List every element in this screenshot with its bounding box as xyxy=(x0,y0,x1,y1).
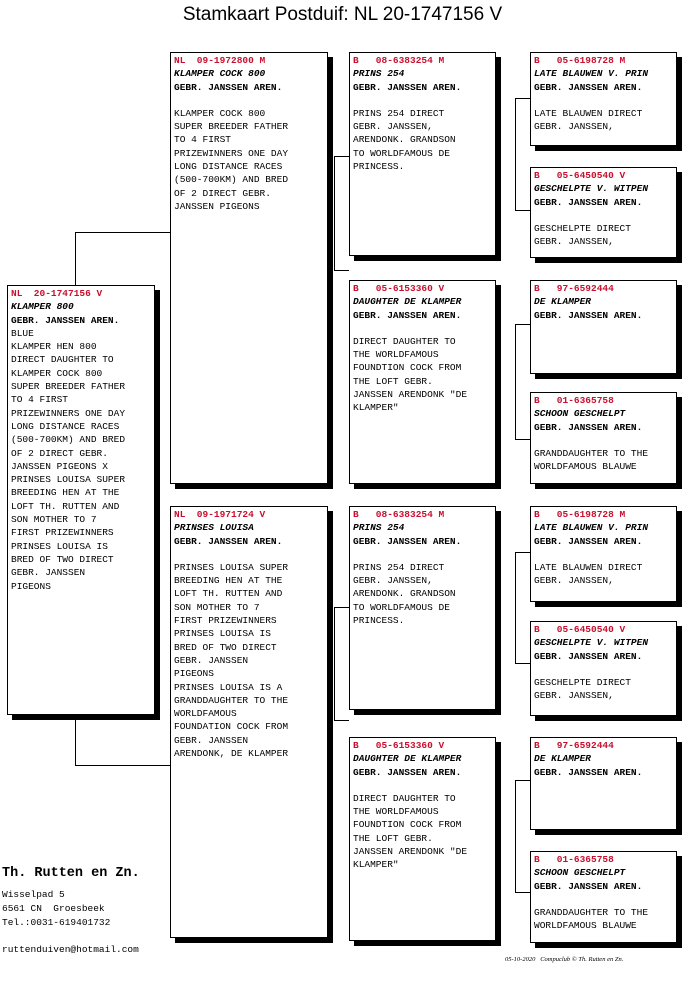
pigeon-name: GESCHELPTE V. WITPEN xyxy=(534,637,649,649)
breeder-address: Wisselpad 5 xyxy=(2,889,65,900)
connector-line xyxy=(515,324,530,325)
pigeon-description: GESCHELPTE DIRECT GEBR. JANSSEN, xyxy=(534,676,631,702)
pigeon-card-sire[interactable] xyxy=(170,52,328,484)
pigeon-card-ssd[interactable] xyxy=(530,167,677,258)
connector-line xyxy=(515,892,530,893)
pigeon-name: PRINS 254 xyxy=(353,68,405,80)
pigeon-description: GRANDDAUGHTER TO THE WORLDFAMOUS BLAUWE xyxy=(534,447,649,473)
pigeon-card-ddd[interactable] xyxy=(530,851,677,943)
connector-line xyxy=(515,98,530,99)
connector-line xyxy=(334,270,349,271)
pigeon-card-sire-dam[interactable] xyxy=(349,280,496,484)
pigeon-owner: GEBR. JANSSEN AREN. xyxy=(534,880,643,892)
pigeon-card-sss[interactable] xyxy=(530,52,677,146)
ring-number: B 05-6450540 V xyxy=(534,170,626,181)
connector-line xyxy=(515,780,516,892)
pigeon-description: KLAMPER HEN 800 DIRECT DAUGHTER TO KLAMPER COCK 800 SUPER BREEDER FATHER TO 4 FIRST PRIZEWINNERS ONE DAY LONG DISTANCE RACES (500-700KM) AND BRED OF 2 DIRECT GEBR. JANSSEN PIGEONS X PRINSES LOUISA SUPER BREEDING HEN AT THE LOFT TH. RUTTEN AND SON MOTHER TO 7 FIRST PRIZEWINNERS PRINSES LOUISA IS BRED OF TWO DIRECT GEBR. JANSSEN PIGEONS xyxy=(11,341,126,592)
connector-line xyxy=(75,715,76,765)
pigeon-description: DIRECT DAUGHTER TO THE WORLDFAMOUS FOUNDTION COCK FROM THE LOFT GEBR. JANSSEN ARENDONK "DE KLAMPER" xyxy=(353,792,468,871)
breeder-email[interactable]: ruttenduiven@hotmail.com xyxy=(2,944,139,955)
pigeon-name: LATE BLAUWEN V. PRIN xyxy=(534,522,649,534)
pigeon-description: LATE BLAUWEN DIRECT GEBR. JANSSEN, xyxy=(534,561,643,587)
pigeon-name: SCHOON GESCHELPT xyxy=(534,867,626,879)
pigeon-description: GRANDDAUGHTER TO THE WORLDFAMOUS BLAUWE xyxy=(534,906,649,932)
pigeon-name: DE KLAMPER xyxy=(534,753,592,765)
pigeon-owner: GEBR. JANSSEN AREN. xyxy=(534,535,643,547)
pigeon-owner: GEBR. JANSSEN AREN. xyxy=(353,766,462,778)
pigeon-description: PRINSES LOUISA SUPER BREEDING HEN AT THE LOFT TH. RUTTEN AND SON MOTHER TO 7 FIRST PRIZEWINNERS PRINSES LOUISA IS BRED OF TWO DIRECT GEBR. JANSSEN PIGEONS PRINSES LOUISA IS A GRANDDAUGHTER TO THE WORLDFAMOUS FOUNDATION COCK FROM GEBR. JANSSEN ARENDONK, DE KLAMPER xyxy=(174,561,289,760)
pigeon-card-subject[interactable] xyxy=(7,285,155,715)
breeder-name: Th. Rutten en Zn. xyxy=(2,866,140,881)
ring-number: B 08-6383254 M xyxy=(353,509,445,520)
ring-number: B 05-6450540 V xyxy=(534,624,626,635)
ring-number: NL 20-1747156 V xyxy=(11,288,103,299)
connector-line xyxy=(515,780,530,781)
ring-number: B 01-6365758 xyxy=(534,854,614,865)
pigeon-card-dds[interactable] xyxy=(530,737,677,830)
pigeon-description: DIRECT DAUGHTER TO THE WORLDFAMOUS FOUNDTION COCK FROM THE LOFT GEBR. JANSSEN ARENDONK "DE KLAMPER" xyxy=(353,335,468,414)
print-footer: 05-10-2020 Compuclub © Th. Rutten en Zn. xyxy=(505,956,624,963)
pigeon-description: KLAMPER COCK 800 SUPER BREEDER FATHER TO 4 FIRST PRIZEWINNERS ONE DAY LONG DISTANCE RACES (500-700KM) AND BRED OF 2 DIRECT GEBR. JANSSEN PIGEONS xyxy=(174,107,289,212)
pigeon-owner: GEBR. JANSSEN AREN. xyxy=(174,535,283,547)
pigeon-card-dam-dam[interactable] xyxy=(349,737,496,941)
pigeon-card-dss[interactable] xyxy=(530,506,677,602)
pigeon-name: DE KLAMPER xyxy=(534,296,592,308)
pigeon-card-sire-sire[interactable] xyxy=(349,52,496,256)
pigeon-description: LATE BLAUWEN DIRECT GEBR. JANSSEN, xyxy=(534,107,643,133)
connector-line xyxy=(75,232,76,285)
connector-line xyxy=(515,552,516,663)
connector-line xyxy=(515,663,530,664)
breeder-city: 6561 CN Groesbeek xyxy=(2,903,105,914)
pigeon-name: LATE BLAUWEN V. PRIN xyxy=(534,68,649,80)
pigeon-name: PRINSES LOUISA xyxy=(174,522,254,534)
pigeon-description: GESCHELPTE DIRECT GEBR. JANSSEN, xyxy=(534,222,631,248)
ring-number: B 97-6592444 xyxy=(534,283,614,294)
ring-number: B 05-6153360 V xyxy=(353,740,445,751)
pigeon-owner: GEBR. JANSSEN AREN. xyxy=(534,650,643,662)
pigeon-name: DAUGHTER DE KLAMPER xyxy=(353,296,462,308)
pigeon-owner: GEBR. JANSSEN AREN. xyxy=(534,309,643,321)
connector-line xyxy=(334,607,335,720)
pigeon-owner: GEBR. JANSSEN AREN. xyxy=(534,421,643,433)
ring-number: NL 09-1972800 M xyxy=(174,55,266,66)
pigeon-owner: GEBR. JANSSEN AREN. xyxy=(11,314,120,326)
pigeon-owner: GEBR. JANSSEN AREN. xyxy=(353,309,462,321)
pigeon-card-sds[interactable] xyxy=(530,280,677,374)
pigeon-card-dsd[interactable] xyxy=(530,621,677,716)
connector-line xyxy=(334,156,335,270)
pigeon-name: DAUGHTER DE KLAMPER xyxy=(353,753,462,765)
connector-line xyxy=(334,607,349,608)
connector-line xyxy=(75,232,172,233)
ring-number: B 05-6153360 V xyxy=(353,283,445,294)
ring-number: NL 09-1971724 V xyxy=(174,509,266,520)
pigeon-name: GESCHELPTE V. WITPEN xyxy=(534,183,649,195)
connector-line xyxy=(515,98,516,210)
connector-line xyxy=(515,439,530,440)
breeder-phone: Tel.:0031-619401732 xyxy=(2,917,111,928)
pigeon-owner: GEBR. JANSSEN AREN. xyxy=(174,81,283,93)
pigeon-name: KLAMPER 800 xyxy=(11,301,74,313)
pigeon-owner: GEBR. JANSSEN AREN. xyxy=(534,766,643,778)
pigeon-name: KLAMPER COCK 800 xyxy=(174,68,266,80)
ring-number: B 01-6365758 xyxy=(534,395,614,406)
connector-line xyxy=(515,552,530,553)
pigeon-name: PRINS 254 xyxy=(353,522,405,534)
connector-line xyxy=(515,324,516,439)
ring-number: B 05-6198728 M xyxy=(534,55,626,66)
connector-line xyxy=(334,720,349,721)
ring-number: B 08-6383254 M xyxy=(353,55,445,66)
pigeon-description: PRINS 254 DIRECT GEBR. JANSSEN, ARENDONK. GRANDSON TO WORLDFAMOUS DE PRINCESS. xyxy=(353,107,456,173)
pigeon-owner: GEBR. JANSSEN AREN. xyxy=(534,81,643,93)
pigeon-card-dam[interactable] xyxy=(170,506,328,938)
pigeon-name: SCHOON GESCHELPT xyxy=(534,408,626,420)
pigeon-owner: GEBR. JANSSEN AREN. xyxy=(534,196,643,208)
pigeon-card-dam-sire[interactable] xyxy=(349,506,496,710)
pigeon-owner: GEBR. JANSSEN AREN. xyxy=(353,535,462,547)
pigeon-color: BLUE xyxy=(11,327,34,339)
connector-line xyxy=(75,765,172,766)
pigeon-card-sdd[interactable] xyxy=(530,392,677,484)
page-title: Stamkaart Postduif: NL 20-1747156 V xyxy=(182,4,503,25)
pigeon-owner: GEBR. JANSSEN AREN. xyxy=(353,81,462,93)
ring-number: B 97-6592444 xyxy=(534,740,614,751)
ring-number: B 05-6198728 M xyxy=(534,509,626,520)
connector-line xyxy=(334,156,349,157)
pigeon-description: PRINS 254 DIRECT GEBR. JANSSEN, ARENDONK. GRANDSON TO WORLDFAMOUS DE PRINCESS. xyxy=(353,561,456,627)
connector-line xyxy=(515,210,530,211)
